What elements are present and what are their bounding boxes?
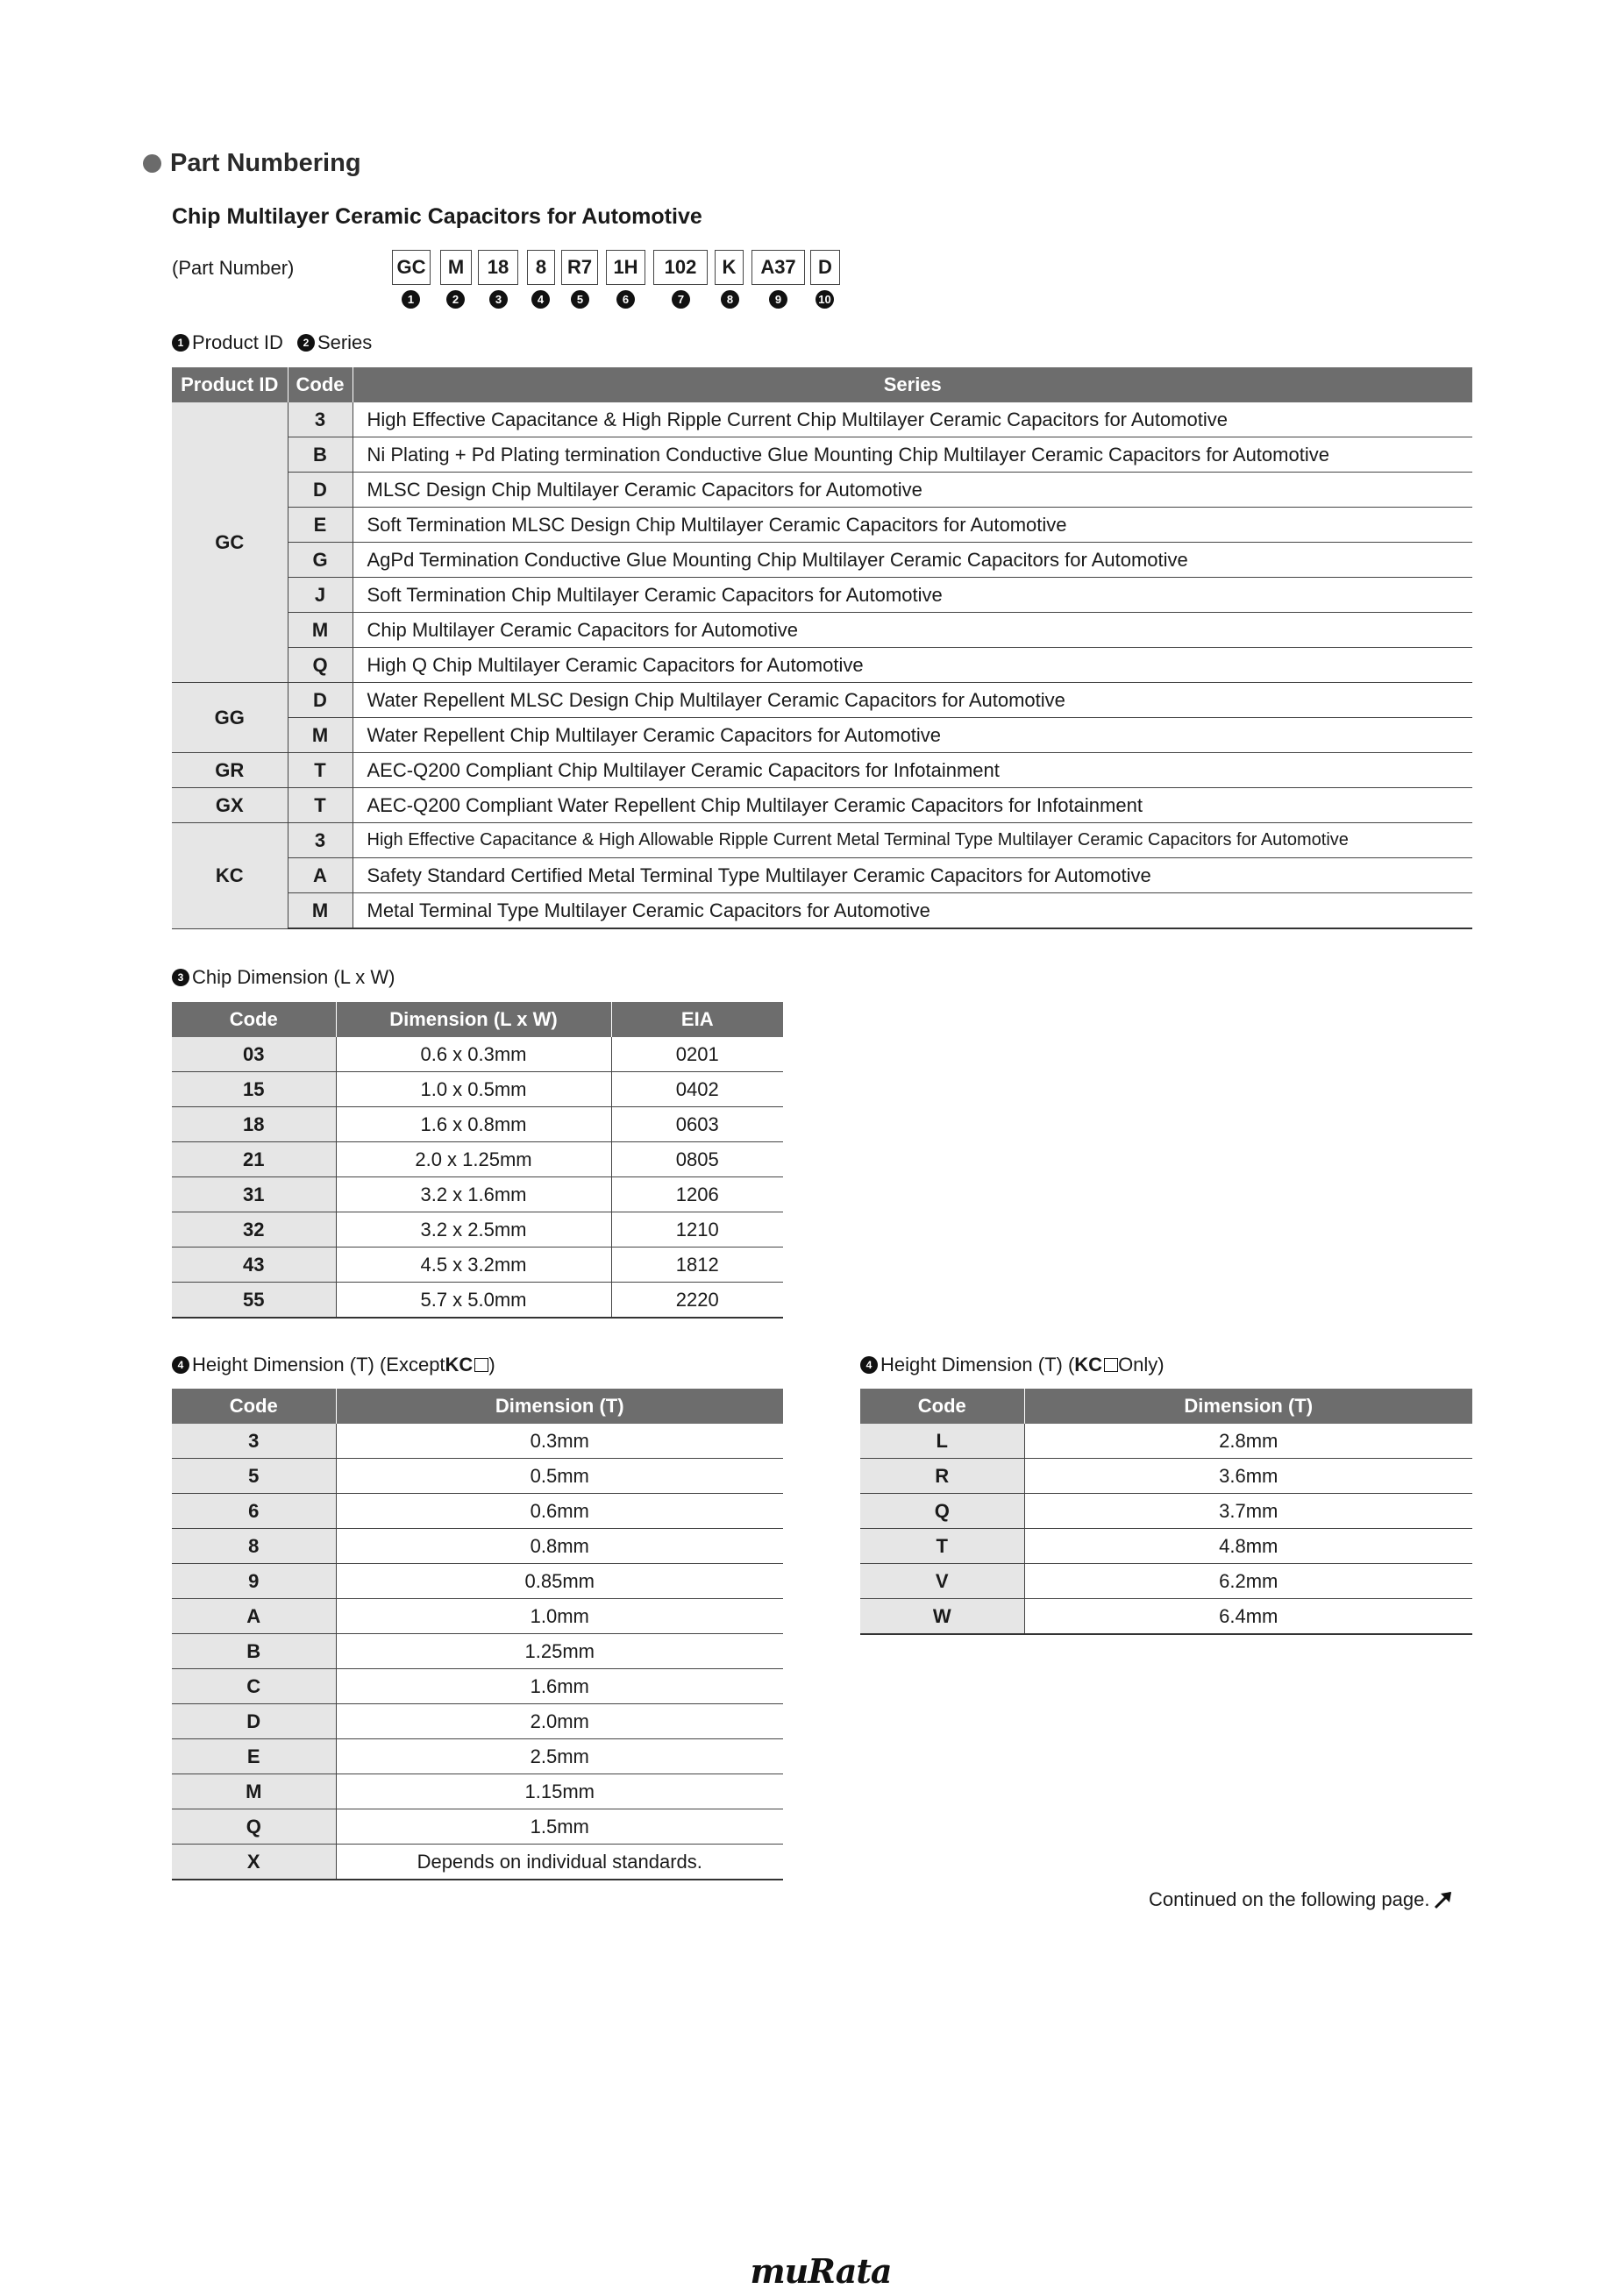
value-cell: 1.0 x 0.5mm — [336, 1072, 611, 1107]
value-cell: 1206 — [611, 1177, 783, 1212]
table-row — [172, 1494, 783, 1529]
value-cell: 6.2mm — [1024, 1564, 1472, 1599]
value-cell: 1.15mm — [336, 1774, 783, 1809]
value-cell: 3.7mm — [1024, 1494, 1472, 1529]
height-kc-pre: Height Dimension (T) ( — [880, 1354, 1075, 1375]
code-cell: R — [860, 1459, 1024, 1494]
col-header-product-id: Product ID — [172, 367, 288, 402]
table-row — [172, 858, 1472, 893]
table-row — [860, 1599, 1472, 1635]
code-cell: C — [172, 1669, 336, 1704]
value-cell: 1.25mm — [336, 1634, 783, 1669]
series-cell: AEC-Q200 Compliant Chip Multilayer Ceramic Capacitors for Infotainment — [353, 753, 1472, 788]
value-cell: 2.5mm — [336, 1739, 783, 1774]
table-row — [172, 1072, 783, 1107]
code-cell: 8 — [172, 1529, 336, 1564]
segment-number-10-icon: 10 — [816, 290, 834, 309]
series-table — [172, 367, 1472, 929]
arrow-icon — [1433, 1889, 1454, 1910]
code-cell: 43 — [172, 1248, 336, 1283]
value-cell: 1210 — [611, 1212, 783, 1248]
code-cell: B — [288, 437, 353, 473]
segment-number-7-icon: 7 — [672, 290, 690, 309]
table-row — [172, 683, 1472, 718]
series-cell: Safety Standard Certified Metal Terminal Type Multilayer Ceramic Capacitors for Automotive — [353, 858, 1472, 893]
code-cell: 3 — [172, 1424, 336, 1459]
value-cell: Depends on individual standards. — [336, 1845, 783, 1880]
table-row — [172, 718, 1472, 753]
segment-number-5-icon: 5 — [571, 290, 589, 309]
table-row — [172, 1424, 783, 1459]
height-kc-bold: KC — [1074, 1354, 1103, 1375]
part-number-segment: K — [715, 250, 744, 285]
height-except-table — [172, 1389, 783, 1880]
code-cell: 03 — [172, 1037, 336, 1072]
series-cell: High Effective Capacitance & High Allowable Ripple Current Metal Terminal Type Multilayer Ceramic Capacitors for Automotive — [353, 823, 1472, 858]
table-row — [172, 1704, 783, 1739]
value-cell: 1.0mm — [336, 1599, 783, 1634]
code-cell: 3 — [288, 823, 353, 858]
value-cell: 4.5 x 3.2mm — [336, 1248, 611, 1283]
continued-note — [1149, 1888, 1454, 1911]
series-cell: Water Repellent MLSC Design Chip Multilayer Ceramic Capacitors for Automotive — [353, 683, 1472, 718]
product-id-cell: KC — [172, 823, 288, 929]
continued-text: Continued on the following page. — [1149, 1888, 1430, 1910]
height-kc-post: Only) — [1118, 1354, 1165, 1375]
code-cell: M — [288, 718, 353, 753]
value-cell: 1.5mm — [336, 1809, 783, 1845]
table-row — [172, 508, 1472, 543]
col-header-code: Code — [860, 1389, 1024, 1424]
value-cell: 0805 — [611, 1142, 783, 1177]
table-row — [860, 1564, 1472, 1599]
value-cell: 0402 — [611, 1072, 783, 1107]
series-cell: High Effective Capacitance & High Ripple Current Chip Multilayer Ceramic Capacitors for Automotive — [353, 402, 1472, 437]
code-cell: D — [288, 683, 353, 718]
code-cell: L — [860, 1424, 1024, 1459]
segment-number-6-icon: 6 — [616, 290, 635, 309]
product-id-cell: GR — [172, 753, 288, 788]
col-header-dimension: Dimension (T) — [336, 1389, 783, 1424]
table-row — [860, 1529, 1472, 1564]
series-section-label — [172, 331, 372, 354]
number-1-icon: 1 — [172, 334, 189, 352]
number-4-icon: 4 — [172, 1356, 189, 1374]
series-cell: High Q Chip Multilayer Ceramic Capacitors for Automotive — [353, 648, 1472, 683]
code-cell: 15 — [172, 1072, 336, 1107]
segment-number-2-icon: 2 — [446, 290, 465, 309]
part-number-segment: 8 — [527, 250, 555, 285]
value-cell: 2.8mm — [1024, 1424, 1472, 1459]
code-cell: J — [288, 578, 353, 613]
code-cell: V — [860, 1564, 1024, 1599]
col-header-series: Series — [353, 367, 1472, 402]
product-id-cell: GX — [172, 788, 288, 823]
segment-number-3-icon: 3 — [489, 290, 508, 309]
table-row — [172, 1599, 783, 1634]
value-cell: 0201 — [611, 1037, 783, 1072]
table-row — [172, 1634, 783, 1669]
col-header-eia: EIA — [611, 1002, 783, 1037]
value-cell: 0.8mm — [336, 1529, 783, 1564]
table-row — [172, 1809, 783, 1845]
code-cell: 18 — [172, 1107, 336, 1142]
code-cell: T — [288, 753, 353, 788]
table-row — [860, 1459, 1472, 1494]
square-icon — [1104, 1358, 1118, 1372]
code-cell: Q — [172, 1809, 336, 1845]
table-row — [172, 1774, 783, 1809]
part-number-label: (Part Number) — [172, 257, 295, 279]
value-cell: 1812 — [611, 1248, 783, 1283]
series-cell: Soft Termination Chip Multilayer Ceramic Capacitors for Automotive — [353, 578, 1472, 613]
table-row — [172, 402, 1472, 437]
code-cell: M — [288, 613, 353, 648]
part-number-segment: M — [440, 250, 472, 285]
table-row — [172, 1177, 783, 1212]
heading-text: Part Numbering — [170, 149, 361, 177]
code-cell: Q — [860, 1494, 1024, 1529]
value-cell: 3.2 x 1.6mm — [336, 1177, 611, 1212]
value-cell: 3.2 x 2.5mm — [336, 1212, 611, 1248]
murata-logo: muRata — [750, 2251, 892, 2291]
series-cell: AEC-Q200 Compliant Water Repellent Chip Multilayer Ceramic Capacitors for Infotainment — [353, 788, 1472, 823]
value-cell: 2220 — [611, 1283, 783, 1319]
table-row — [172, 788, 1472, 823]
code-cell: A — [288, 858, 353, 893]
segment-number-4-icon: 4 — [531, 290, 550, 309]
value-cell: 0.6 x 0.3mm — [336, 1037, 611, 1072]
series-label: Series — [317, 331, 373, 353]
series-cell: Ni Plating + Pd Plating termination Conductive Glue Mounting Chip Multilayer Ceramic Capacitors for Automotive — [353, 437, 1472, 473]
table-row — [172, 1037, 783, 1072]
col-header-dimension: Dimension (L x W) — [336, 1002, 611, 1037]
code-cell: 5 — [172, 1459, 336, 1494]
product-id-cell: GC — [172, 402, 288, 683]
table-row — [172, 893, 1472, 929]
value-cell: 4.8mm — [1024, 1529, 1472, 1564]
square-icon — [474, 1358, 488, 1372]
table-row — [172, 543, 1472, 578]
number-2-icon: 2 — [297, 334, 315, 352]
product-id-label: Product ID — [192, 331, 283, 353]
table-row — [172, 1283, 783, 1319]
series-cell: Chip Multilayer Ceramic Capacitors for Automotive — [353, 613, 1472, 648]
code-cell: 21 — [172, 1142, 336, 1177]
series-cell: MLSC Design Chip Multilayer Ceramic Capacitors for Automotive — [353, 473, 1472, 508]
table-row — [172, 1107, 783, 1142]
col-header-code: Code — [288, 367, 353, 402]
series-cell: Water Repellent Chip Multilayer Ceramic Capacitors for Automotive — [353, 718, 1472, 753]
table-row — [860, 1494, 1472, 1529]
table-row — [860, 1424, 1472, 1459]
code-cell: 3 — [288, 402, 353, 437]
code-cell: D — [288, 473, 353, 508]
value-cell: 3.6mm — [1024, 1459, 1472, 1494]
part-number-segment: R7 — [561, 250, 598, 285]
code-cell: D — [172, 1704, 336, 1739]
section-heading — [143, 149, 361, 178]
part-number-segment: 1H — [606, 250, 645, 285]
height-except-bold: KC — [445, 1354, 474, 1375]
table-row — [172, 648, 1472, 683]
segment-number-8-icon: 8 — [721, 290, 739, 309]
segment-number-1-icon: 1 — [402, 290, 420, 309]
table-row — [172, 1142, 783, 1177]
code-cell: X — [172, 1845, 336, 1880]
table-row — [172, 1564, 783, 1599]
segment-number-9-icon: 9 — [769, 290, 787, 309]
table-row — [172, 1212, 783, 1248]
height-except-pre: Height Dimension (T) (Except — [192, 1354, 445, 1375]
col-header-code: Code — [172, 1002, 336, 1037]
table-row — [172, 823, 1472, 858]
value-cell: 0.85mm — [336, 1564, 783, 1599]
height-except-post: ) — [488, 1354, 495, 1375]
series-cell: AgPd Termination Conductive Glue Mounting Chip Multilayer Ceramic Capacitors for Automotive — [353, 543, 1472, 578]
value-cell: 1.6 x 0.8mm — [336, 1107, 611, 1142]
number-3-icon: 3 — [172, 969, 189, 986]
height-kc-label — [860, 1354, 1165, 1376]
code-cell: A — [172, 1599, 336, 1634]
code-cell: 31 — [172, 1177, 336, 1212]
code-cell: Q — [288, 648, 353, 683]
table-row — [172, 1459, 783, 1494]
table-row — [172, 1739, 783, 1774]
part-number-segment: D — [810, 250, 840, 285]
height-kc-table — [860, 1389, 1472, 1635]
part-number-segment: 102 — [653, 250, 708, 285]
code-cell: 9 — [172, 1564, 336, 1599]
code-cell: B — [172, 1634, 336, 1669]
value-cell: 5.7 x 5.0mm — [336, 1283, 611, 1319]
page-subtitle: Chip Multilayer Ceramic Capacitors for Automotive — [172, 204, 702, 229]
code-cell: W — [860, 1599, 1024, 1635]
value-cell: 1.6mm — [336, 1669, 783, 1704]
number-4-icon: 4 — [860, 1356, 878, 1374]
series-cell: Metal Terminal Type Multilayer Ceramic Capacitors for Automotive — [353, 893, 1472, 929]
table-row — [172, 1248, 783, 1283]
code-cell: 6 — [172, 1494, 336, 1529]
table-row — [172, 1669, 783, 1704]
chip-dimension-label — [172, 966, 395, 989]
value-cell: 6.4mm — [1024, 1599, 1472, 1635]
value-cell: 0.6mm — [336, 1494, 783, 1529]
series-cell: Soft Termination MLSC Design Chip Multilayer Ceramic Capacitors for Automotive — [353, 508, 1472, 543]
value-cell: 2.0 x 1.25mm — [336, 1142, 611, 1177]
table-row — [172, 1529, 783, 1564]
bullet-icon — [143, 154, 161, 173]
part-number-segment: A37 — [751, 250, 805, 285]
part-number-segment: 18 — [478, 250, 518, 285]
table-row — [172, 613, 1472, 648]
table-row — [172, 473, 1472, 508]
chip-dimension-text: Chip Dimension (L x W) — [192, 966, 395, 988]
code-cell: G — [288, 543, 353, 578]
value-cell: 0.5mm — [336, 1459, 783, 1494]
value-cell: 0.3mm — [336, 1424, 783, 1459]
code-cell: E — [288, 508, 353, 543]
chip-dimension-table — [172, 1002, 783, 1319]
code-cell: E — [172, 1739, 336, 1774]
code-cell: 55 — [172, 1283, 336, 1319]
col-header-code: Code — [172, 1389, 336, 1424]
part-number-segment: GC — [392, 250, 431, 285]
code-cell: T — [288, 788, 353, 823]
code-cell: M — [288, 893, 353, 929]
table-row — [172, 1845, 783, 1880]
value-cell: 2.0mm — [336, 1704, 783, 1739]
code-cell: 32 — [172, 1212, 336, 1248]
table-row — [172, 753, 1472, 788]
code-cell: M — [172, 1774, 336, 1809]
height-except-label — [172, 1354, 495, 1376]
table-row — [172, 578, 1472, 613]
value-cell: 0603 — [611, 1107, 783, 1142]
product-id-cell: GG — [172, 683, 288, 753]
code-cell: T — [860, 1529, 1024, 1564]
col-header-dimension: Dimension (T) — [1024, 1389, 1472, 1424]
table-row — [172, 437, 1472, 473]
